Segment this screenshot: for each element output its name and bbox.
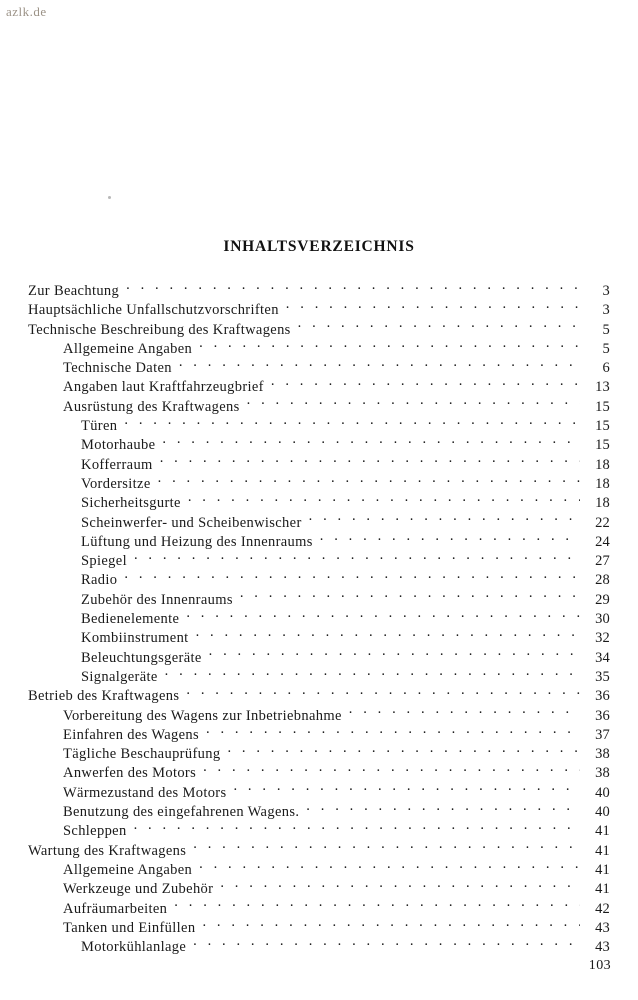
toc-leader-dots: [186, 609, 580, 623]
toc-entry-page-number: 38: [595, 746, 610, 763]
page-title: INHALTSVERZEICHNIS: [223, 238, 415, 255]
toc-entry[interactable]: [28, 609, 610, 628]
toc-entry-label: Technische Beschreibung des Kraftwagens: [28, 321, 291, 338]
toc-entry-label: Aufräumarbeiten: [63, 900, 168, 917]
toc-entry-label: Betrieb des Kraftwagens: [28, 688, 180, 705]
toc-entry[interactable]: [28, 821, 610, 840]
toc-entry[interactable]: [28, 744, 610, 763]
toc-leader-dots: [186, 686, 580, 700]
toc-entry-page-number: 15: [595, 418, 610, 435]
toc-leader-dots: [233, 783, 580, 797]
toc-entry-label: Hauptsächliche Unfallschutzvorschriften: [28, 302, 279, 319]
toc-leader-dots: [179, 358, 580, 372]
toc-entry[interactable]: [28, 416, 610, 435]
toc-entry[interactable]: [28, 783, 610, 802]
toc-leader-dots: [227, 744, 580, 758]
toc-entry-label: Wärmezustand des Motors: [63, 784, 227, 801]
toc-entry-page-number: 15: [595, 437, 610, 454]
toc-entry-page-number: 15: [595, 398, 610, 415]
toc-entry-label: Angaben laut Kraftfahrzeugbrief: [63, 379, 264, 396]
toc-entry[interactable]: [28, 551, 610, 570]
toc-entry-page-number: 3: [602, 283, 610, 299]
toc-leader-dots: [271, 377, 580, 391]
toc-leader-dots: [124, 416, 580, 430]
toc-leader-dots: [309, 513, 580, 527]
toc-entry[interactable]: [28, 706, 610, 725]
toc-entry[interactable]: [28, 300, 610, 319]
toc-leader-dots: [160, 455, 580, 469]
toc-leader-dots: [126, 281, 580, 295]
toc-entry-page-number: 22: [595, 514, 610, 531]
toc-entry[interactable]: [28, 590, 610, 609]
toc-entry[interactable]: [28, 377, 610, 396]
toc-entry[interactable]: [28, 320, 610, 339]
toc-entry[interactable]: [28, 474, 610, 493]
toc-entry-label: Zubehör des Innenraums: [81, 591, 233, 608]
toc-entry[interactable]: [28, 648, 610, 667]
toc-entry-label: Allgemeine Angaben: [63, 861, 193, 878]
toc-leader-dots: [206, 725, 580, 739]
toc-entry[interactable]: [28, 725, 610, 744]
toc-leader-dots: [162, 435, 580, 449]
toc-leader-dots: [124, 570, 580, 584]
toc-leader-dots: [220, 879, 580, 893]
toc-entry[interactable]: [28, 358, 610, 377]
toc-entry-label: Tanken und Einfüllen: [63, 919, 196, 936]
toc-entry[interactable]: [28, 493, 610, 512]
toc-entry-label: Kombiinstrument: [81, 630, 189, 647]
toc-entry[interactable]: [28, 532, 610, 551]
toc-entry-page-number: 27: [595, 553, 610, 570]
toc-entry-label: Werkzeuge und Zubehör: [63, 881, 214, 898]
toc-entry-label: Zur Beachtung: [28, 283, 120, 299]
toc-entry-label: Vorbereitung des Wagens zur Inbetriebnahme: [63, 707, 342, 724]
toc-entry-label: Scheinwerfer- und Scheibenwischer: [81, 514, 302, 531]
toc-entry[interactable]: [28, 860, 610, 879]
toc-leader-dots: [134, 821, 580, 835]
toc-entry-page-number: 41: [595, 861, 610, 878]
toc-leader-dots: [247, 397, 580, 411]
toc-entry-page-number: 40: [595, 804, 610, 821]
toc-leader-dots: [193, 841, 580, 855]
toc-leader-dots: [196, 628, 580, 642]
toc-entry-page-number: 30: [595, 611, 610, 628]
toc-leader-dots: [349, 706, 580, 720]
toc-entry-page-number: 36: [595, 707, 610, 724]
toc-entry-page-number: 6: [602, 360, 610, 377]
toc-entry-label: Türen: [81, 418, 118, 435]
toc-entry-page-number: 3: [602, 302, 610, 319]
toc-entry-page-number: 37: [595, 726, 610, 743]
toc-entry-page-number: 29: [595, 591, 610, 608]
toc-entry[interactable]: [28, 841, 610, 860]
toc-leader-dots: [203, 763, 580, 777]
toc-entry-page-number: 18: [595, 495, 610, 512]
toc-entry-label: Motorkühlanlage: [81, 939, 187, 956]
toc-entry[interactable]: [28, 879, 610, 898]
toc-entry-label: Sicherheitsgurte: [81, 495, 181, 512]
toc-entry[interactable]: [28, 918, 610, 937]
toc-entry-page-number: 32: [595, 630, 610, 647]
toc-entry-label: Beleuchtungsgeräte: [81, 649, 202, 666]
toc-leader-dots: [174, 899, 580, 913]
toc-entry[interactable]: [28, 628, 610, 647]
page-speck: [108, 196, 111, 199]
toc-leader-dots: [165, 667, 580, 681]
toc-entry-page-number: 41: [595, 842, 610, 859]
toc-entry[interactable]: [28, 397, 610, 416]
page-folio: 103: [588, 958, 611, 973]
toc-entry-label: Technische Daten: [63, 360, 172, 377]
toc-entry[interactable]: [28, 667, 610, 686]
toc-entry-page-number: 41: [595, 823, 610, 840]
toc-leader-dots: [199, 860, 580, 874]
toc-entry[interactable]: [28, 339, 610, 358]
toc-entry-page-number: 43: [595, 939, 610, 956]
toc-entry-page-number: 24: [595, 533, 610, 550]
toc-entry-page-number: 41: [595, 881, 610, 898]
toc-entry-page-number: 13: [595, 379, 610, 396]
watermark-label: azlk.de: [6, 4, 47, 19]
toc-entry-label: Tägliche Beschauprüfung: [63, 746, 221, 763]
toc-entry-page-number: 35: [595, 668, 610, 685]
toc-entry[interactable]: [28, 281, 610, 300]
toc-entry-page-number: 40: [595, 784, 610, 801]
toc-entry[interactable]: [28, 763, 610, 782]
toc-leader-dots: [199, 339, 580, 353]
toc-entry-page-number: 5: [602, 321, 610, 338]
toc-entry-label: Einfahren des Wagens: [63, 726, 200, 743]
toc-entry-page-number: 28: [595, 572, 610, 589]
toc-entry-page-number: 36: [595, 688, 610, 705]
toc-entry[interactable]: [28, 937, 610, 956]
toc-leader-dots: [188, 493, 580, 507]
toc-entry[interactable]: [28, 686, 610, 705]
toc-entry[interactable]: [28, 570, 610, 589]
toc-entry-label: Anwerfen des Motors: [63, 765, 197, 782]
toc-entry-label: Wartung des Kraftwagens: [28, 842, 187, 859]
toc-leader-dots: [209, 648, 580, 662]
toc-entry[interactable]: [28, 802, 610, 821]
toc-leader-dots: [193, 937, 580, 951]
toc-entry-label: Motorhaube: [81, 437, 156, 454]
toc-leader-dots: [306, 802, 580, 816]
toc-entry-label: Kofferraum: [81, 456, 153, 473]
toc-entry-page-number: 38: [595, 765, 610, 782]
toc-entry-label: Spiegel: [81, 553, 127, 570]
toc-entry[interactable]: [28, 455, 610, 474]
toc-leader-dots: [298, 320, 580, 334]
toc-entry-label: Signalgeräte: [81, 668, 158, 685]
toc-entry-label: Ausrüstung des Kraftwagens: [63, 398, 240, 415]
toc-leader-dots: [320, 532, 580, 546]
toc-leader-dots: [202, 918, 580, 932]
toc-entry-label: Vordersitze: [81, 475, 151, 492]
toc-leader-dots: [286, 300, 580, 314]
toc-entry-page-number: 42: [595, 900, 610, 917]
toc-entry-label: Bedienelemente: [81, 611, 180, 628]
toc-entry-label: Lüftung und Heizung des Innenraums: [81, 533, 313, 550]
toc-leader-dots: [158, 474, 580, 488]
toc-entry[interactable]: [28, 435, 610, 454]
toc-leader-dots: [240, 590, 580, 604]
toc-entry-page-number: 43: [595, 919, 610, 936]
toc-leader-dots: [134, 551, 580, 565]
toc-entry-page-number: 18: [595, 475, 610, 492]
table-of-contents: [28, 281, 610, 956]
toc-entry-label: Schleppen: [63, 823, 127, 840]
toc-entry-label: Benutzung des eingefahrenen Wagens.: [63, 804, 300, 821]
toc-entry[interactable]: [28, 899, 610, 918]
toc-entry-page-number: 18: [595, 456, 610, 473]
toc-entry-page-number: 34: [595, 649, 610, 666]
toc-entry[interactable]: [28, 513, 610, 532]
toc-entry-page-number: 5: [602, 340, 610, 357]
toc-entry-label: Allgemeine Angaben: [63, 340, 193, 357]
toc-entry-label: Radio: [81, 572, 118, 589]
